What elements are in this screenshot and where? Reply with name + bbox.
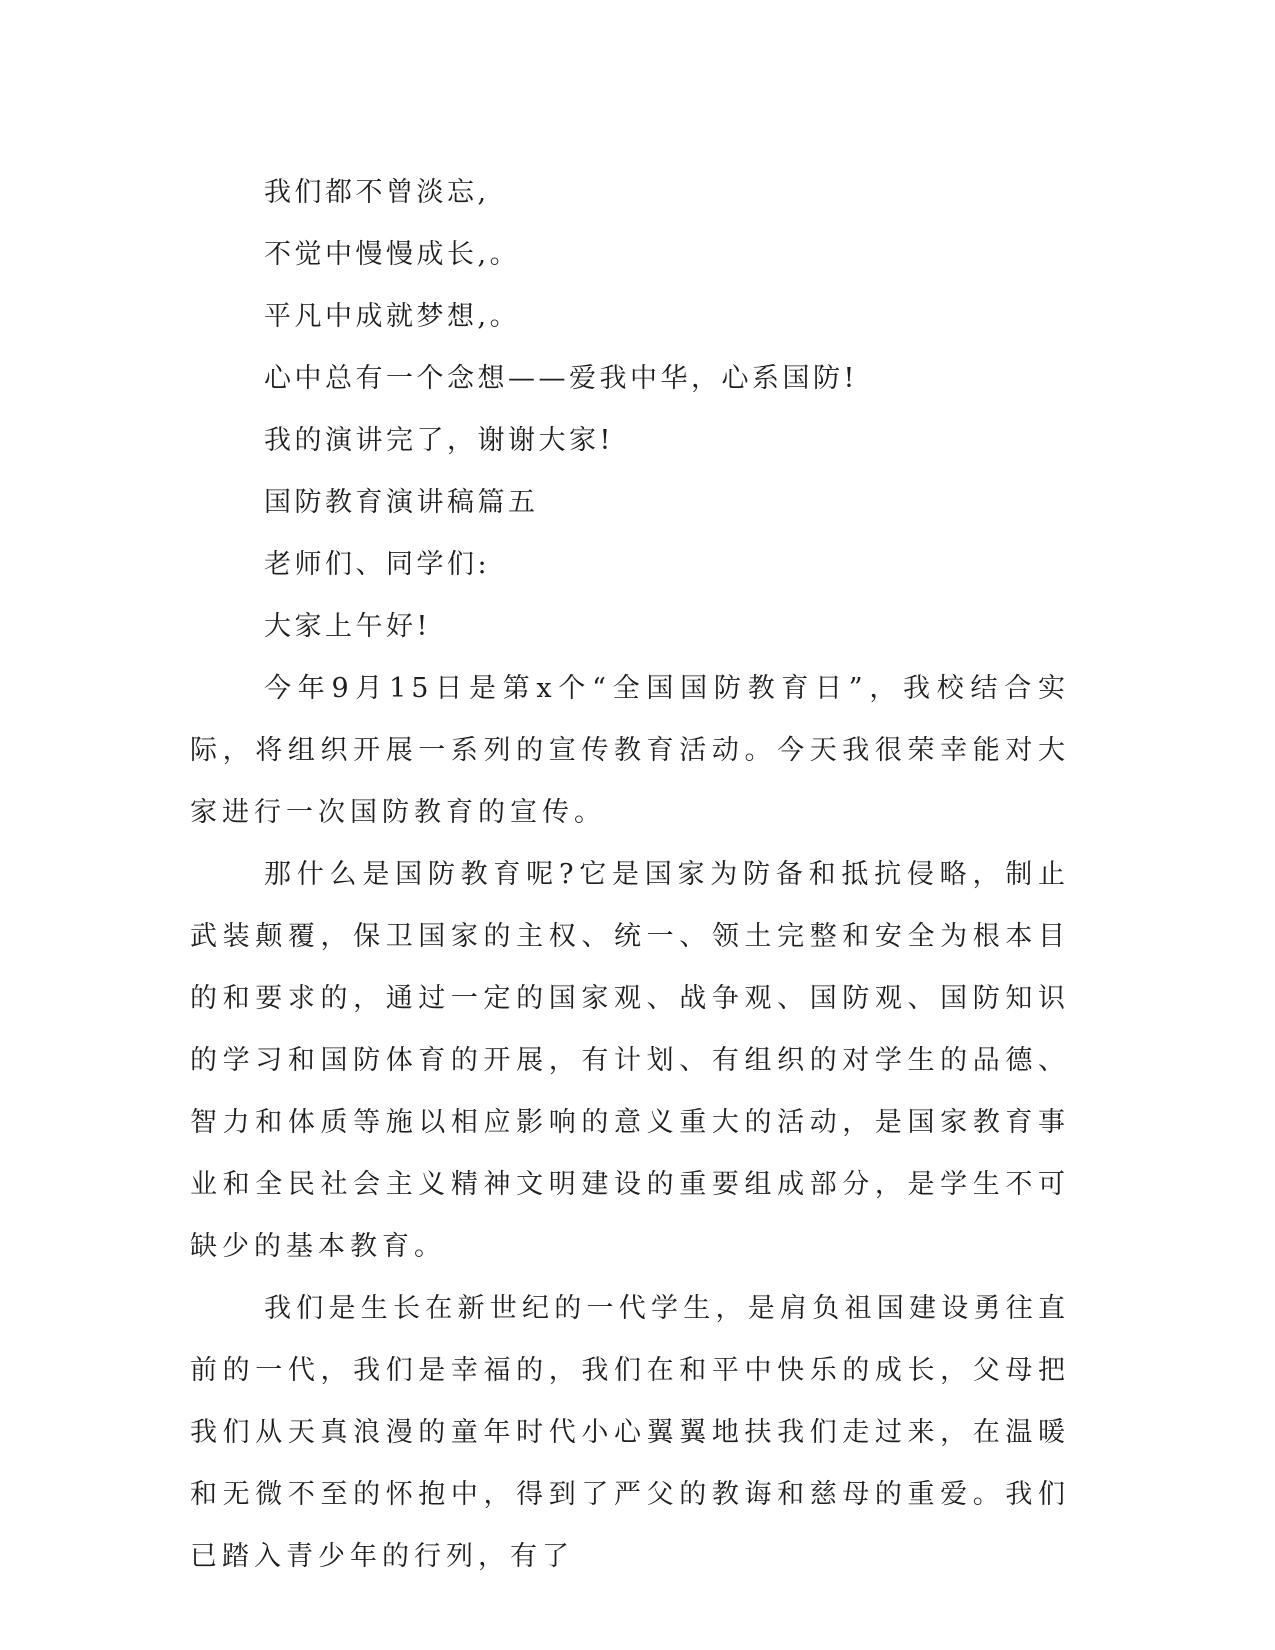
paragraph: 那什么是国防教育呢?它是国家为防备和抵抗侵略，制止武装颠覆，保卫国家的主权、统一、领土完整和安全为根本目的和要求的，通过一定的国家观、战争观、国防观、国防知识的学习和国防体育的开展，有计划、有组织的对学生的品德、智力和体质等施以相应影响的意义重大的活动，是国家教育事业和全民社会主义精神文明建设的重要组成部分，是学生不可缺少的基本教育。 [190, 859, 1070, 1262]
text-line: 平凡中成就梦想,。 [264, 301, 521, 332]
section-heading: 国防教育演讲稿篇五 [264, 487, 539, 518]
text-line: 不觉中慢慢成长,。 [264, 239, 521, 270]
paragraph: 我们是生长在新世纪的一代学生，是肩负祖国建设勇往直前的一代，我们是幸福的，我们在和平中快乐的成长，父母把我们从天真浪漫的童年时代小心翼翼地扶我们走过来，在温暖和无微不至的怀抱中，得到了严父的教诲和慈母的重爱。我们已踏入青少年的行列，有了 [190, 1293, 1070, 1572]
text-line: 心中总有一个念想——爱我中华，心系国防! [264, 363, 858, 394]
greeting: 大家上午好! [264, 611, 431, 642]
text-line: 我的演讲完了，谢谢大家! [264, 425, 614, 456]
text-line: 我们都不曾淡忘, [264, 177, 490, 208]
paragraph: 今年9月15日是第x个“全国国防教育日”，我校结合实际，将组织开展一系列的宣传教育活动。今天我很荣幸能对大家进行一次国防教育的宣传。 [190, 673, 1070, 828]
salutation: 老师们、同学们: [264, 549, 491, 580]
document-body [190, 162, 1070, 1588]
